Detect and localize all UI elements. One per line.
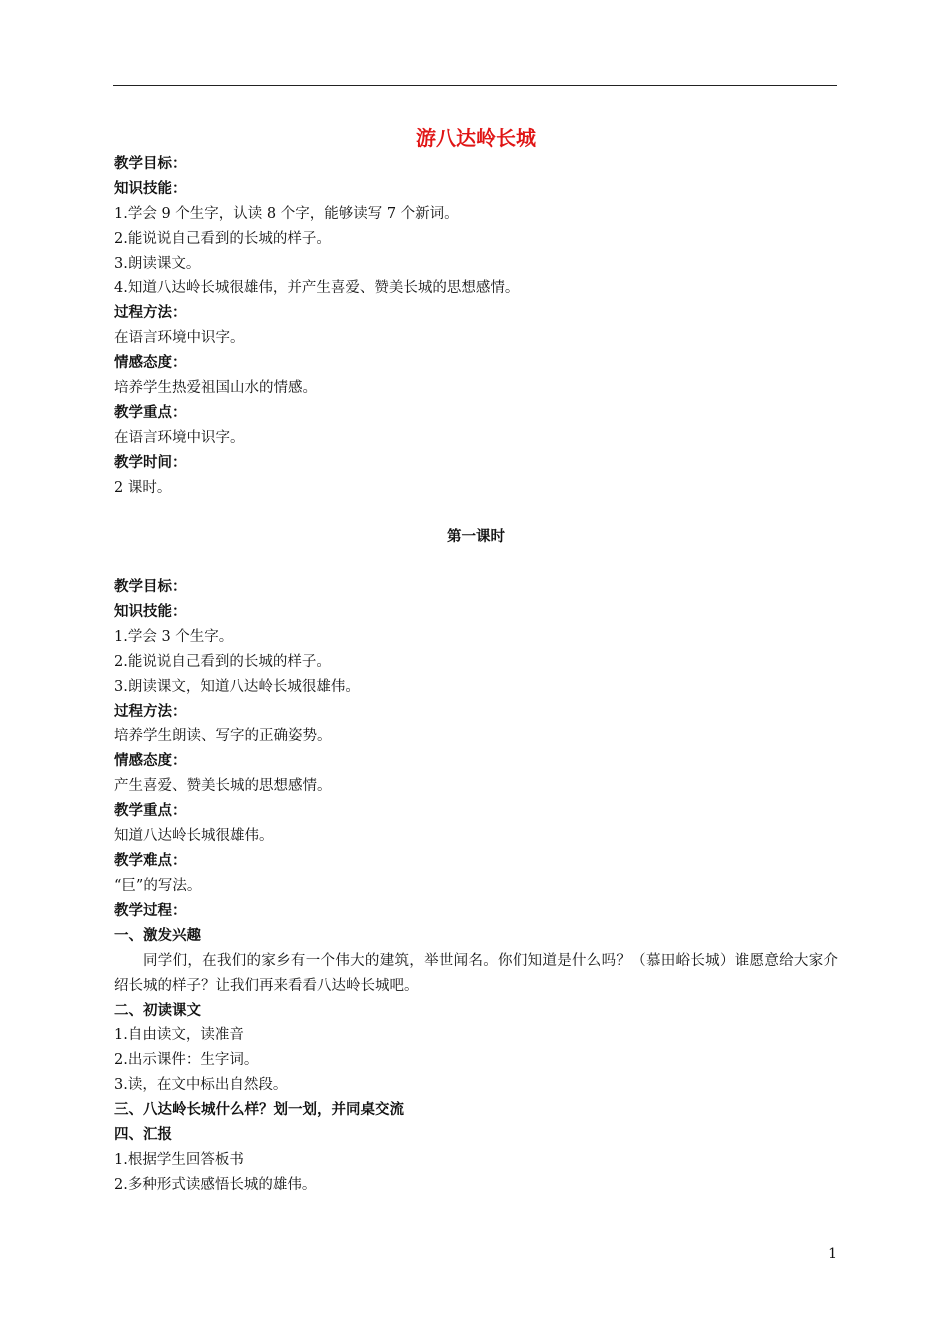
step2-heading: 二、初读课文 xyxy=(114,1002,201,1019)
time-text: 2 课时。 xyxy=(114,479,172,496)
skill-item: 2.能说说自己看到的长城的样子。 xyxy=(114,230,331,247)
header-rule xyxy=(113,85,837,86)
step2-item: 2.出示课件：生字词。 xyxy=(114,1052,259,1069)
lesson-skill-item: 3.朗读课文，知道八达岭长城很雄伟。 xyxy=(114,678,360,695)
page-number: 1 xyxy=(828,1246,837,1262)
lesson-process-text: 培养学生朗读、写字的正确姿势。 xyxy=(114,728,332,745)
emotion-text: 培养学生热爱祖国山水的情感。 xyxy=(114,380,317,397)
lesson-emotion-text: 产生喜爱、赞美长城的思想感情。 xyxy=(114,778,332,795)
step4-heading: 四、汇报 xyxy=(114,1126,172,1143)
step2-item: 1.自由读文，读准音 xyxy=(114,1027,244,1044)
goal-heading: 教学目标： xyxy=(114,156,187,172)
lesson-emotion-heading: 情感态度： xyxy=(114,753,187,770)
spacer xyxy=(114,550,838,575)
time-heading: 教学时间： xyxy=(114,454,187,471)
emotion-heading: 情感态度： xyxy=(114,355,187,372)
step2-item: 3.读，在文中标出自然段。 xyxy=(114,1077,288,1094)
focus-text: 在语言环境中识字。 xyxy=(114,429,245,446)
step1-heading: 一、激发兴趣 xyxy=(114,927,201,944)
skill-item: 4.知道八达岭长城很雄伟，并产生喜爱、赞美长城的思想感情。 xyxy=(114,280,520,297)
lesson-skill-item: 2.能说说自己看到的长城的样子。 xyxy=(114,653,331,670)
spacer xyxy=(114,500,838,525)
lesson-difficulty-heading: 教学难点： xyxy=(114,852,187,869)
process-heading: 过程方法： xyxy=(114,305,187,322)
step1-paragraph: 同学们，在我们的家乡有一个伟大的建筑，举世闻名。你们知道是什么吗？（慕田峪长城）谁愿意给大家介绍长城的样子？让我们再来看看八达岭长城吧。 xyxy=(114,952,838,994)
lesson-procedure-heading: 教学过程： xyxy=(114,902,187,919)
process-text: 在语言环境中识字。 xyxy=(114,330,245,347)
lesson-difficulty-text: “巨”的写法。 xyxy=(114,877,202,894)
skills-heading: 知识技能： xyxy=(114,180,187,197)
lesson-goal-heading: 教学目标： xyxy=(114,579,187,596)
skill-item: 1.学会 9 个生字，认读 8 个字，能够读写 7 个新词。 xyxy=(114,205,459,222)
focus-heading: 教学重点： xyxy=(114,404,187,421)
lesson-skills-heading: 知识技能： xyxy=(114,604,187,621)
document-body xyxy=(114,125,838,1198)
lesson-skill-item: 1.学会 3 个生字。 xyxy=(114,628,234,645)
step4-item: 2.多种形式读感悟长城的雄伟。 xyxy=(114,1176,317,1193)
skill-item: 3.朗读课文。 xyxy=(114,255,201,272)
step3-heading: 三、八达岭长城什么样？划一划，并同桌交流 xyxy=(114,1102,404,1119)
lesson-focus-text: 知道八达岭长城很雄伟。 xyxy=(114,828,274,845)
step4-item: 1.根据学生回答板书 xyxy=(114,1151,244,1168)
lesson-focus-heading: 教学重点： xyxy=(114,803,187,820)
document-title: 游八达岭长城 xyxy=(416,126,536,150)
lesson-heading: 第一课时 xyxy=(447,529,505,546)
lesson-process-heading: 过程方法： xyxy=(114,703,187,720)
